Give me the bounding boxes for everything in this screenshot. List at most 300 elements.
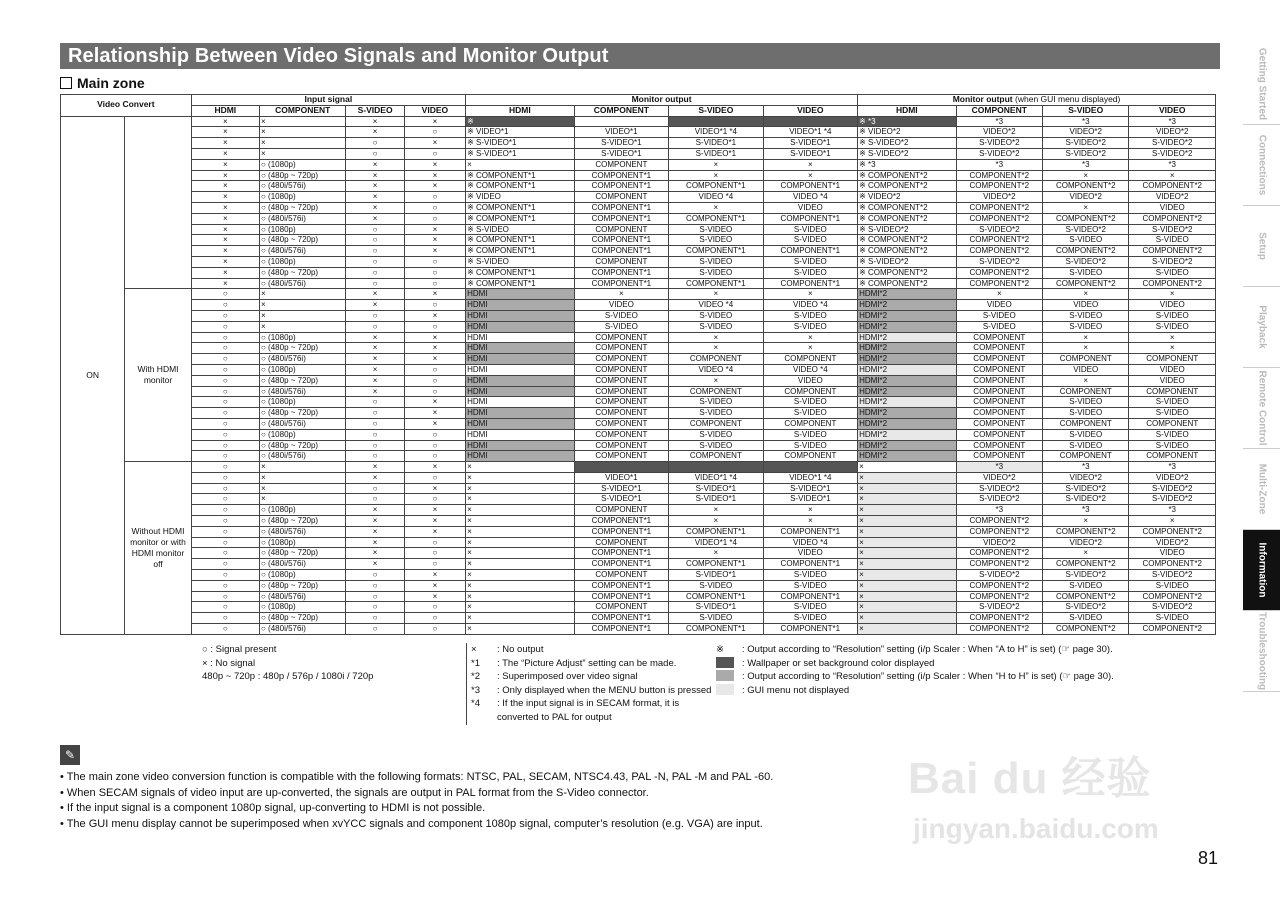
- legend-shading: [716, 643, 1114, 697]
- table-cell: ×: [346, 213, 404, 224]
- note-item: • When SECAM signals of video input are up-converted, the signals are output in PAL format from the S-Video connector.: [60, 786, 649, 799]
- table-cell: S-VIDEO*2: [1129, 483, 1216, 494]
- table-cell: COMPONENT*2: [956, 246, 1042, 257]
- table-cell: COMPONENT*1: [669, 624, 763, 635]
- table-cell: COMPONENT*1: [574, 624, 668, 635]
- table-cell: S-VIDEO: [1043, 613, 1129, 624]
- header-col: VIDEO: [404, 105, 465, 116]
- table-cell: VIDEO *4: [763, 300, 858, 311]
- table-cell: S-VIDEO: [669, 429, 763, 440]
- table-cell: *3: [1043, 159, 1129, 170]
- table-cell: ○ (1080p): [260, 570, 346, 581]
- table-cell: ○: [404, 300, 465, 311]
- table-cell: ○: [404, 278, 465, 289]
- table-cell: ×: [669, 548, 763, 559]
- table-cell: ×: [466, 559, 575, 570]
- table-cell: ○: [191, 440, 259, 451]
- legend-footnote: [471, 643, 716, 657]
- table-row: [61, 192, 1216, 203]
- table-cell: ○: [346, 570, 404, 581]
- table-cell: COMPONENT*2: [1129, 526, 1216, 537]
- table-cell: HDMI*2: [858, 440, 957, 451]
- side-tab[interactable]: [1243, 125, 1280, 206]
- side-tabs: [1243, 44, 1280, 692]
- header-col: COMPONENT: [260, 105, 346, 116]
- table-cell: ○: [346, 321, 404, 332]
- table-cell: ×: [858, 580, 957, 591]
- table-cell: HDMI: [466, 429, 575, 440]
- table-cell: ○: [191, 321, 259, 332]
- table-cell: ○: [404, 559, 465, 570]
- table-cell: ○ (480p ~ 720p): [260, 613, 346, 624]
- table-cell: S-VIDEO*2: [1043, 148, 1129, 159]
- table-cell: ※ S-VIDEO: [466, 256, 575, 267]
- table-cell: ○: [346, 451, 404, 462]
- table-cell: S-VIDEO: [669, 397, 763, 408]
- table-cell: ○: [404, 494, 465, 505]
- table-cell: VIDEO*2: [1129, 537, 1216, 548]
- table-cell: COMPONENT*1: [669, 526, 763, 537]
- table-cell: [669, 462, 763, 473]
- table-row: [61, 494, 1216, 505]
- legend-key: ※: [716, 644, 724, 655]
- table-cell: COMPONENT*2: [956, 235, 1042, 246]
- table-cell: ×: [1129, 516, 1216, 527]
- table-cell: [574, 462, 668, 473]
- table-row: [61, 321, 1216, 332]
- table-cell: ×: [1129, 332, 1216, 343]
- table-cell: S-VIDEO*2: [1043, 483, 1129, 494]
- table-cell: HDMI: [466, 440, 575, 451]
- table-cell: ×: [858, 472, 957, 483]
- table-cell: ×: [191, 246, 259, 257]
- table-cell: S-VIDEO*2: [1043, 494, 1129, 505]
- table-cell: S-VIDEO*1: [763, 138, 858, 149]
- side-tab-label: Remote Control: [1256, 370, 1267, 446]
- side-tab[interactable]: [1243, 44, 1280, 125]
- table-cell: VIDEO*1 *4: [763, 127, 858, 138]
- table-cell: ○: [346, 440, 404, 451]
- table-cell: ×: [346, 300, 404, 311]
- table-cell: COMPONENT*2: [1043, 591, 1129, 602]
- header-col: HDMI: [191, 105, 259, 116]
- table-cell: *3: [956, 159, 1042, 170]
- relationship-table: [60, 94, 1216, 635]
- table-cell: S-VIDEO*2: [956, 148, 1042, 159]
- table-cell: S-VIDEO*2: [1043, 138, 1129, 149]
- table-cell: ○ (480p ~ 720p): [260, 375, 346, 386]
- table-cell: ×: [404, 116, 465, 127]
- table-cell: S-VIDEO*2: [956, 256, 1042, 267]
- table-cell: ※ COMPONENT*2: [858, 213, 957, 224]
- header-input-signal: Input signal: [191, 95, 465, 106]
- table-cell: ×: [466, 472, 575, 483]
- table-cell: COMPONENT: [574, 505, 668, 516]
- table-row: [61, 256, 1216, 267]
- table-cell: ※ S-VIDEO*2: [858, 256, 957, 267]
- table-cell: ×: [346, 472, 404, 483]
- table-cell: *3: [1043, 462, 1129, 473]
- table-row: [61, 559, 1216, 570]
- table-cell: ○ (480p ~ 720p): [260, 202, 346, 213]
- table-row: [61, 462, 1216, 473]
- table-cell: ○: [346, 624, 404, 635]
- table-cell: S-VIDEO: [763, 570, 858, 581]
- legend-text: : If the input signal is in SECAM format, it is converted to PAL for output: [497, 698, 680, 723]
- side-tab[interactable]: [1243, 611, 1280, 692]
- table-cell: S-VIDEO*2: [1043, 570, 1129, 581]
- table-cell: COMPONENT: [574, 343, 668, 354]
- table-cell: ×: [191, 181, 259, 192]
- side-tab[interactable]: [1243, 287, 1280, 368]
- table-cell: S-VIDEO: [1043, 440, 1129, 451]
- table-cell: ○: [404, 213, 465, 224]
- table-cell: VIDEO *4: [763, 364, 858, 375]
- table-cell: ×: [346, 559, 404, 570]
- table-cell: COMPONENT: [574, 332, 668, 343]
- table-cell: ×: [763, 170, 858, 181]
- table-cell: COMPONENT*1: [669, 559, 763, 570]
- checkbox-square-icon: [60, 77, 72, 89]
- table-cell: COMPONENT*2: [1129, 278, 1216, 289]
- table-cell: HDMI: [466, 289, 575, 300]
- pencil-icon: ✎: [60, 745, 80, 765]
- header-col: COMPONENT: [574, 105, 668, 116]
- table-cell: S-VIDEO: [1043, 429, 1129, 440]
- table-cell: ×: [858, 483, 957, 494]
- table-cell: ×: [763, 159, 858, 170]
- table-cell: S-VIDEO*2: [1043, 224, 1129, 235]
- header-monitor-output-gui-label: Monitor output: [952, 94, 1013, 104]
- legend-text: : Only displayed when the MENU button is pressed: [497, 684, 712, 696]
- table-cell: ○: [191, 354, 259, 365]
- table-cell: ○ (1080p): [260, 602, 346, 613]
- table-cell: COMPONENT*1: [669, 591, 763, 602]
- table-cell: COMPONENT*2: [1043, 213, 1129, 224]
- table-cell: ×: [466, 613, 575, 624]
- table-cell: S-VIDEO: [1129, 310, 1216, 321]
- table-cell: ×: [191, 202, 259, 213]
- table-cell: COMPONENT*1: [574, 580, 668, 591]
- table-cell: ×: [260, 321, 346, 332]
- table-cell: ○: [191, 289, 259, 300]
- table-row: [61, 224, 1216, 235]
- table-cell: *3: [956, 116, 1042, 127]
- table-cell: ×: [466, 591, 575, 602]
- group-with-hdmi: With HDMI monitor: [125, 289, 191, 462]
- table-cell: S-VIDEO: [669, 321, 763, 332]
- table-cell: COMPONENT*2: [1129, 624, 1216, 635]
- table-row: [61, 483, 1216, 494]
- table-cell: COMPONENT*2: [1129, 559, 1216, 570]
- side-tab[interactable]: [1243, 530, 1280, 611]
- table-cell: ×: [1043, 332, 1129, 343]
- table-row: [61, 354, 1216, 365]
- table-cell: ×: [1129, 289, 1216, 300]
- table-cell: *3: [956, 462, 1042, 473]
- table-cell: ×: [1043, 289, 1129, 300]
- table-cell: COMPONENT: [574, 192, 668, 203]
- table-cell: ×: [466, 505, 575, 516]
- table-cell: COMPONENT: [1043, 418, 1129, 429]
- table-cell: COMPONENT: [574, 429, 668, 440]
- table-cell: COMPONENT: [763, 386, 858, 397]
- table-cell: ×: [466, 516, 575, 527]
- table-cell: COMPONENT*1: [574, 202, 668, 213]
- table-cell: ○: [346, 246, 404, 257]
- table-cell: COMPONENT*2: [956, 613, 1042, 624]
- table-cell: COMPONENT*2: [956, 526, 1042, 537]
- table-cell: [763, 116, 858, 127]
- header-col: VIDEO: [1129, 105, 1216, 116]
- table-cell: COMPONENT: [574, 440, 668, 451]
- table-row: [61, 580, 1216, 591]
- table-cell: ○: [191, 332, 259, 343]
- table-cell: ×: [1043, 516, 1129, 527]
- table-cell: VIDEO*2: [1129, 472, 1216, 483]
- table-cell: ※ S-VIDEO*1: [466, 148, 575, 159]
- legend-text: : Output according to “Resolution” setting (i/p Scaler : When “H to H” is set) (☞ page 30).: [742, 671, 1114, 683]
- table-cell: S-VIDEO: [1043, 235, 1129, 246]
- table-row: [61, 440, 1216, 451]
- table-cell: COMPONENT: [574, 386, 668, 397]
- table-cell: VIDEO: [1129, 375, 1216, 386]
- table-cell: VIDEO*2: [1129, 127, 1216, 138]
- table-cell: VIDEO*1: [574, 127, 668, 138]
- table-cell: ○ (1080p): [260, 429, 346, 440]
- table-cell: COMPONENT*1: [574, 170, 668, 181]
- watermark-logo: Bai du 经验: [908, 754, 1152, 803]
- table-cell: ×: [858, 591, 957, 602]
- table-row: [61, 343, 1216, 354]
- table-cell: COMPONENT*1: [669, 278, 763, 289]
- legend-shade: [716, 670, 1114, 684]
- table-cell: ×: [260, 494, 346, 505]
- table-cell: ○: [191, 505, 259, 516]
- legend-text: : No output: [497, 644, 544, 655]
- table-cell: ○ (1080p): [260, 256, 346, 267]
- table-cell: VIDEO*2: [1043, 192, 1129, 203]
- table-cell: ×: [858, 516, 957, 527]
- table-cell: ○: [404, 472, 465, 483]
- table-cell: ○ (480i/576i): [260, 526, 346, 537]
- table-cell: COMPONENT: [1129, 451, 1216, 462]
- table-cell: HDMI: [466, 343, 575, 354]
- table-cell: HDMI*2: [858, 386, 957, 397]
- table-cell: ○: [346, 138, 404, 149]
- table-cell: ○: [191, 451, 259, 462]
- table-cell: ×: [191, 170, 259, 181]
- table-cell: ×: [404, 462, 465, 473]
- table-row: [61, 213, 1216, 224]
- table-row: [61, 537, 1216, 548]
- table-cell: ×: [858, 559, 957, 570]
- table-cell: HDMI: [466, 418, 575, 429]
- table-cell: ×: [191, 267, 259, 278]
- table-cell: COMPONENT*1: [763, 278, 858, 289]
- legend-key: ×: [471, 644, 477, 655]
- table-cell: ×: [404, 526, 465, 537]
- table-cell: ×: [669, 516, 763, 527]
- side-tab[interactable]: [1243, 206, 1280, 287]
- table-cell: ○ (480i/576i): [260, 418, 346, 429]
- table-cell: ×: [260, 289, 346, 300]
- table-cell: ○: [404, 613, 465, 624]
- table-cell: ※ COMPONENT*1: [466, 278, 575, 289]
- table-cell: COMPONENT*1: [763, 624, 858, 635]
- table-cell: ×: [346, 537, 404, 548]
- table-cell: S-VIDEO: [574, 321, 668, 332]
- table-cell: ×: [346, 159, 404, 170]
- table-cell: ×: [404, 408, 465, 419]
- table-cell: ○: [191, 559, 259, 570]
- table-cell: S-VIDEO: [763, 602, 858, 613]
- table-cell: COMPONENT*2: [1043, 278, 1129, 289]
- table-cell: COMPONENT*1: [574, 526, 668, 537]
- side-tab[interactable]: [1243, 368, 1280, 449]
- table-cell: S-VIDEO*2: [1129, 494, 1216, 505]
- table-cell: ○ (480p ~ 720p): [260, 408, 346, 419]
- table-cell: ×: [1043, 170, 1129, 181]
- table-row: [61, 364, 1216, 375]
- page-title: Relationship Between Video Signals and Monitor Output: [60, 43, 1220, 69]
- table-cell: ×: [858, 602, 957, 613]
- table-cell: VIDEO*2: [1129, 192, 1216, 203]
- legend-item: ○ : Signal present: [202, 644, 277, 655]
- table-cell: ○ (480p ~ 720p): [260, 267, 346, 278]
- table-cell: S-VIDEO*1: [763, 483, 858, 494]
- table-cell: ※ S-VIDEO: [466, 224, 575, 235]
- note-item: • The main zone video conversion function is compatible with the following formats: NTSC, PAL, SECAM, NTSC4.43, PAL -N, PAL -M and PAL -60.: [60, 771, 774, 783]
- table-cell: S-VIDEO: [763, 235, 858, 246]
- table-cell: ×: [346, 170, 404, 181]
- table-cell: COMPONENT*1: [574, 267, 668, 278]
- table-cell: ○: [191, 624, 259, 635]
- table-cell: COMPONENT*1: [574, 278, 668, 289]
- table-cell: ○: [404, 192, 465, 203]
- table-cell: ○: [191, 602, 259, 613]
- table-cell: COMPONENT: [763, 418, 858, 429]
- table-cell: COMPONENT: [763, 451, 858, 462]
- table-cell: S-VIDEO*2: [956, 224, 1042, 235]
- table-cell: HDMI: [466, 375, 575, 386]
- table-cell: S-VIDEO*1: [574, 148, 668, 159]
- table-cell: HDMI: [466, 300, 575, 311]
- table-cell: ×: [858, 570, 957, 581]
- table-cell: ×: [669, 289, 763, 300]
- table-cell: ○ (480i/576i): [260, 181, 346, 192]
- table-cell: ×: [191, 213, 259, 224]
- header-col: HDMI: [466, 105, 575, 116]
- table-cell: HDMI*2: [858, 429, 957, 440]
- table-cell: ×: [404, 397, 465, 408]
- table-cell: VIDEO: [763, 202, 858, 213]
- table-cell: ×: [191, 224, 259, 235]
- table-cell: ※ COMPONENT*1: [466, 202, 575, 213]
- table-cell: ×: [260, 472, 346, 483]
- table-cell: VIDEO*2: [956, 127, 1042, 138]
- table-cell: COMPONENT*2: [1043, 246, 1129, 257]
- table-cell: ※: [466, 116, 575, 127]
- relationship-table-wrap: [60, 94, 1216, 635]
- legend-key: *4: [471, 698, 480, 710]
- table-cell: ×: [260, 116, 346, 127]
- table-cell: COMPONENT*2: [956, 181, 1042, 192]
- table-cell: ×: [404, 138, 465, 149]
- table-row: [61, 116, 1216, 127]
- table-cell: ×: [669, 170, 763, 181]
- table-cell: COMPONENT: [956, 397, 1042, 408]
- header-monitor-output-gui-note: (when GUI menu displayed): [1015, 94, 1121, 104]
- table-cell: ○ (480i/576i): [260, 591, 346, 602]
- table-cell: ○: [191, 537, 259, 548]
- table-cell: ○: [191, 526, 259, 537]
- table-cell: ×: [404, 224, 465, 235]
- table-cell: S-VIDEO*2: [1043, 256, 1129, 267]
- table-cell: COMPONENT*1: [763, 591, 858, 602]
- table-cell: COMPONENT: [574, 397, 668, 408]
- table-cell: HDMI*2: [858, 375, 957, 386]
- header-col: HDMI: [858, 105, 957, 116]
- side-tab[interactable]: [1243, 449, 1280, 530]
- table-cell: ×: [404, 580, 465, 591]
- table-cell: COMPONENT: [574, 364, 668, 375]
- table-cell: ○: [346, 224, 404, 235]
- table-cell: S-VIDEO: [763, 267, 858, 278]
- table-cell: VIDEO: [763, 375, 858, 386]
- note-item: • The GUI menu display cannot be superimposed when xvYCC signals and component 1080p signal, computer’s resolution (e.g. VGA) are input.: [60, 817, 763, 830]
- table-cell: S-VIDEO: [1129, 235, 1216, 246]
- table-cell: ○: [404, 321, 465, 332]
- table-cell: ○: [346, 256, 404, 267]
- legend-text: : Superimposed over video signal: [497, 671, 638, 683]
- table-cell: COMPONENT: [956, 332, 1042, 343]
- table-cell: ○: [346, 613, 404, 624]
- table-cell: S-VIDEO: [763, 613, 858, 624]
- table-cell: ×: [404, 418, 465, 429]
- table-cell: ※ VIDEO*2: [858, 127, 957, 138]
- table-cell: *3: [1129, 116, 1216, 127]
- table-cell: COMPONENT*2: [956, 559, 1042, 570]
- table-row: [61, 526, 1216, 537]
- table-cell: ×: [346, 548, 404, 559]
- table-cell: S-VIDEO: [1043, 267, 1129, 278]
- legend-text: : GUI menu not displayed: [742, 684, 850, 696]
- table-cell: ○ (1080p): [260, 192, 346, 203]
- table-row: [61, 548, 1216, 559]
- table-cell: ×: [858, 548, 957, 559]
- table-cell: S-VIDEO: [1129, 580, 1216, 591]
- legend-footnote: [471, 657, 716, 671]
- table-cell: S-VIDEO: [956, 321, 1042, 332]
- table-cell: S-VIDEO*2: [956, 602, 1042, 613]
- table-cell: S-VIDEO: [1043, 321, 1129, 332]
- table-cell: S-VIDEO: [763, 440, 858, 451]
- table-cell: ×: [669, 375, 763, 386]
- table-row: [61, 591, 1216, 602]
- table-cell: *3: [1129, 462, 1216, 473]
- table-cell: S-VIDEO*1: [574, 494, 668, 505]
- table-cell: S-VIDEO: [1043, 310, 1129, 321]
- table-cell: ×: [404, 483, 465, 494]
- table-cell: ×: [191, 116, 259, 127]
- table-cell: COMPONENT*2: [956, 213, 1042, 224]
- table-cell: ×: [404, 332, 465, 343]
- table-cell: COMPONENT*1: [574, 613, 668, 624]
- table-cell: S-VIDEO*2: [1129, 224, 1216, 235]
- table-cell: ○ (480i/576i): [260, 246, 346, 257]
- table-cell: ○: [404, 127, 465, 138]
